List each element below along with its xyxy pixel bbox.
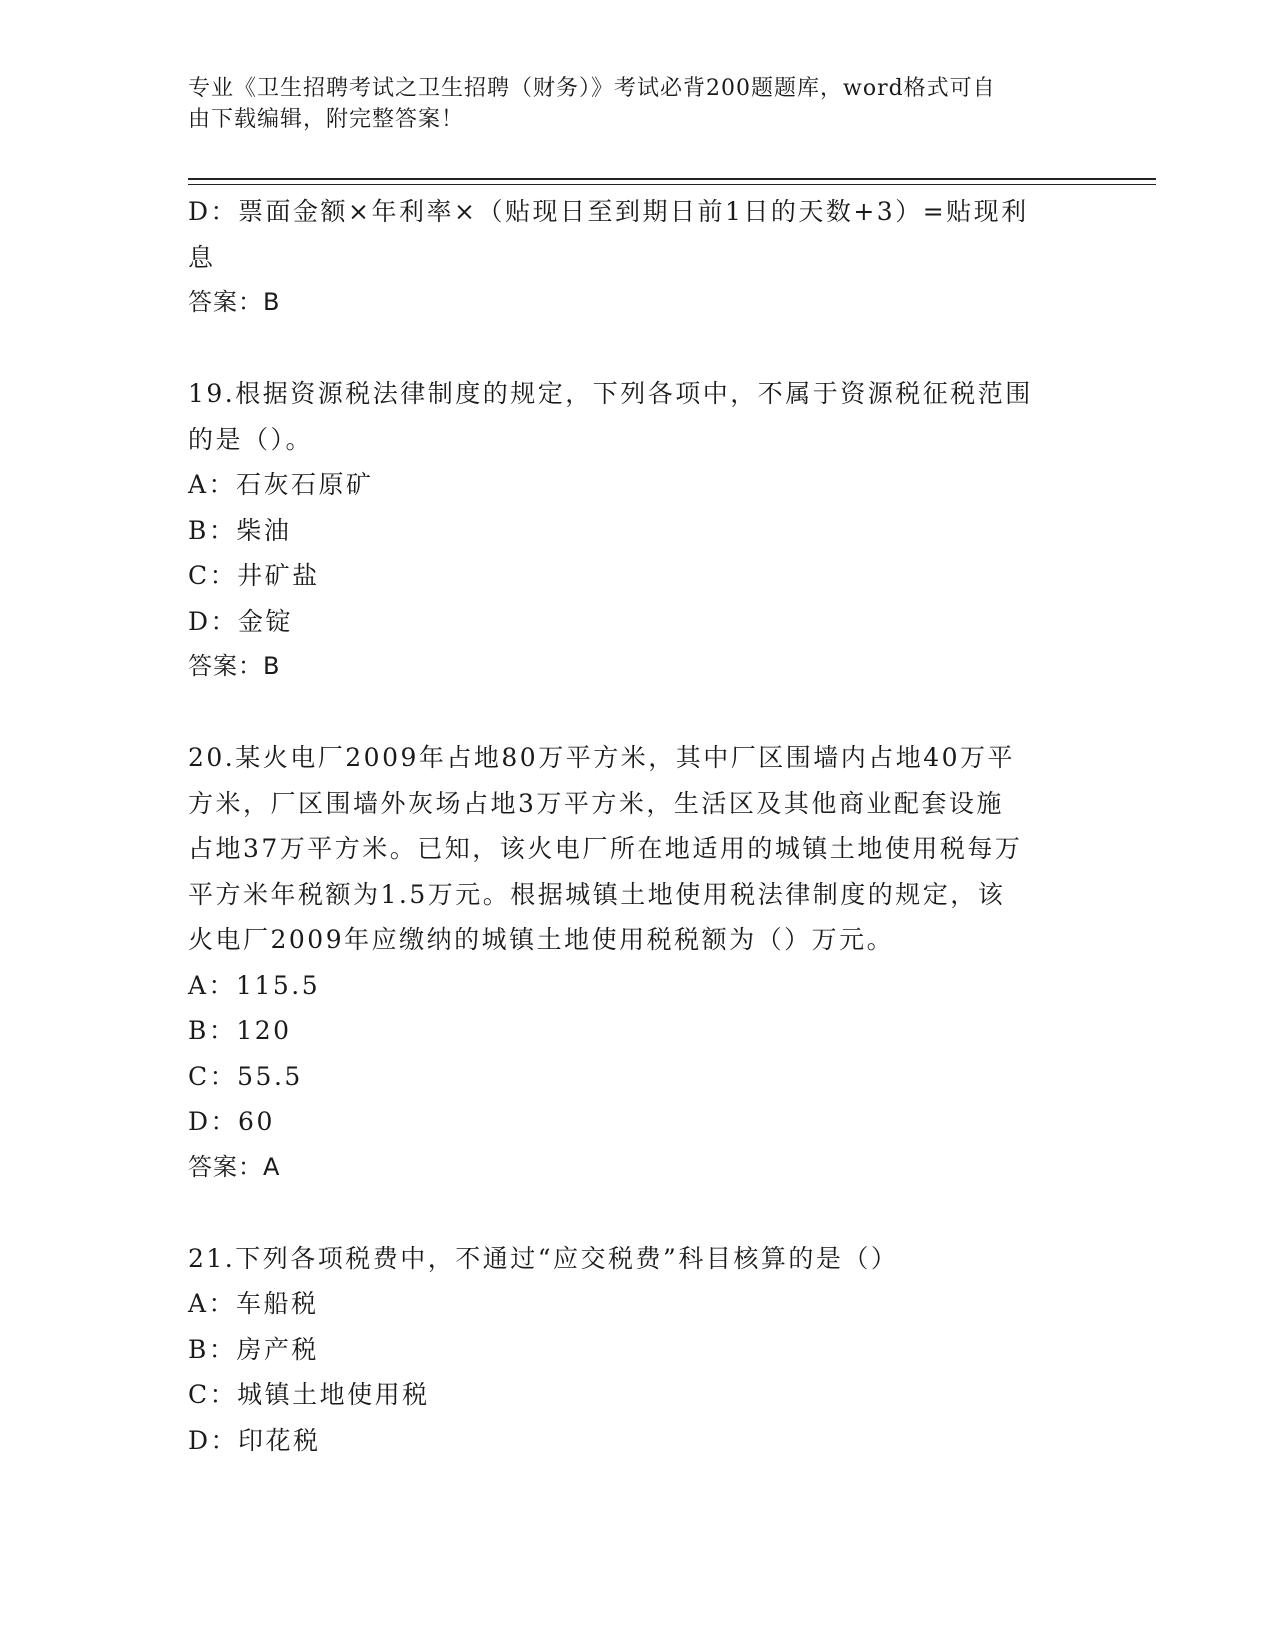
document-header [188, 73, 1068, 135]
q20-option-c: C：55.5 [188, 1061, 303, 1091]
prev-question [188, 189, 1088, 326]
question-20 [188, 735, 1088, 1190]
q20-stem-line-5: 火电厂2009年应缴纳的城镇土地使用税税额为（）万元。 [188, 925, 895, 954]
question-content [188, 189, 1088, 1463]
q19-stem-line-1: 19.根据资源税法律制度的规定，下列各项中，不属于资源税征税范围 [188, 379, 1033, 408]
header-rule-thick [188, 178, 1156, 180]
q21-option-d: D：印花税 [188, 1425, 321, 1455]
prev-option-d-line-1: D：票面金额×年利率×（贴现日至到期日前1日的天数+3）=贴现利 [188, 197, 1029, 226]
q19-option-d: D：金锭 [188, 606, 294, 636]
question-21 [188, 1236, 1088, 1464]
q19-option-b: B：柴油 [188, 515, 292, 545]
q19-option-a: A：石灰石原矿 [188, 470, 374, 499]
q20-answer: 答案：A [188, 1152, 281, 1181]
spacer [188, 1190, 1088, 1236]
q21-option-a: A：车船税 [188, 1289, 319, 1318]
q21-option-b: B：房产税 [188, 1334, 319, 1364]
q20-stem-line-1: 20.某火电厂2009年占地80万平方米，其中厂区围墙内占地40万平 [188, 743, 1016, 772]
q20-option-b: B：120 [188, 1016, 292, 1045]
q20-stem-line-3: 占地37万平方米。已知，该火电厂所在地适用的城镇土地使用税每万 [188, 834, 1023, 863]
q20-option-a: A：115.5 [188, 970, 321, 1000]
q20-stem-line-4: 平方米年税额为1.5万元。根据城镇土地使用税法律制度的规定，该 [188, 879, 1006, 909]
header-line-1: 专业《卫生招聘考试之卫生招聘（财务）》考试必背200题题库，word格式可自 [188, 76, 996, 101]
header-line-2: 由下载编辑，附完整答案！ [188, 107, 465, 132]
q21-stem-line-1: 21.下列各项税费中，不通过“应交税费”科目核算的是（） [188, 1243, 899, 1273]
spacer [188, 690, 1088, 736]
q21-option-c: C：城镇土地使用税 [188, 1380, 430, 1409]
q19-option-c: C：井矿盐 [188, 561, 320, 590]
prev-answer: 答案：B [188, 288, 281, 316]
q20-stem-line-2: 方米，厂区围墙外灰场占地3万平方米，生活区及其他商业配套设施 [188, 788, 1004, 818]
question-19 [188, 371, 1088, 690]
prev-option-d-line-2: 息 [188, 242, 216, 272]
spacer [188, 326, 1088, 372]
q20-option-d: D：60 [188, 1107, 275, 1136]
q19-stem-line-2: 的是（）。 [188, 424, 314, 454]
header-rule-thin [188, 184, 1156, 185]
q19-answer: 答案：B [188, 652, 281, 680]
